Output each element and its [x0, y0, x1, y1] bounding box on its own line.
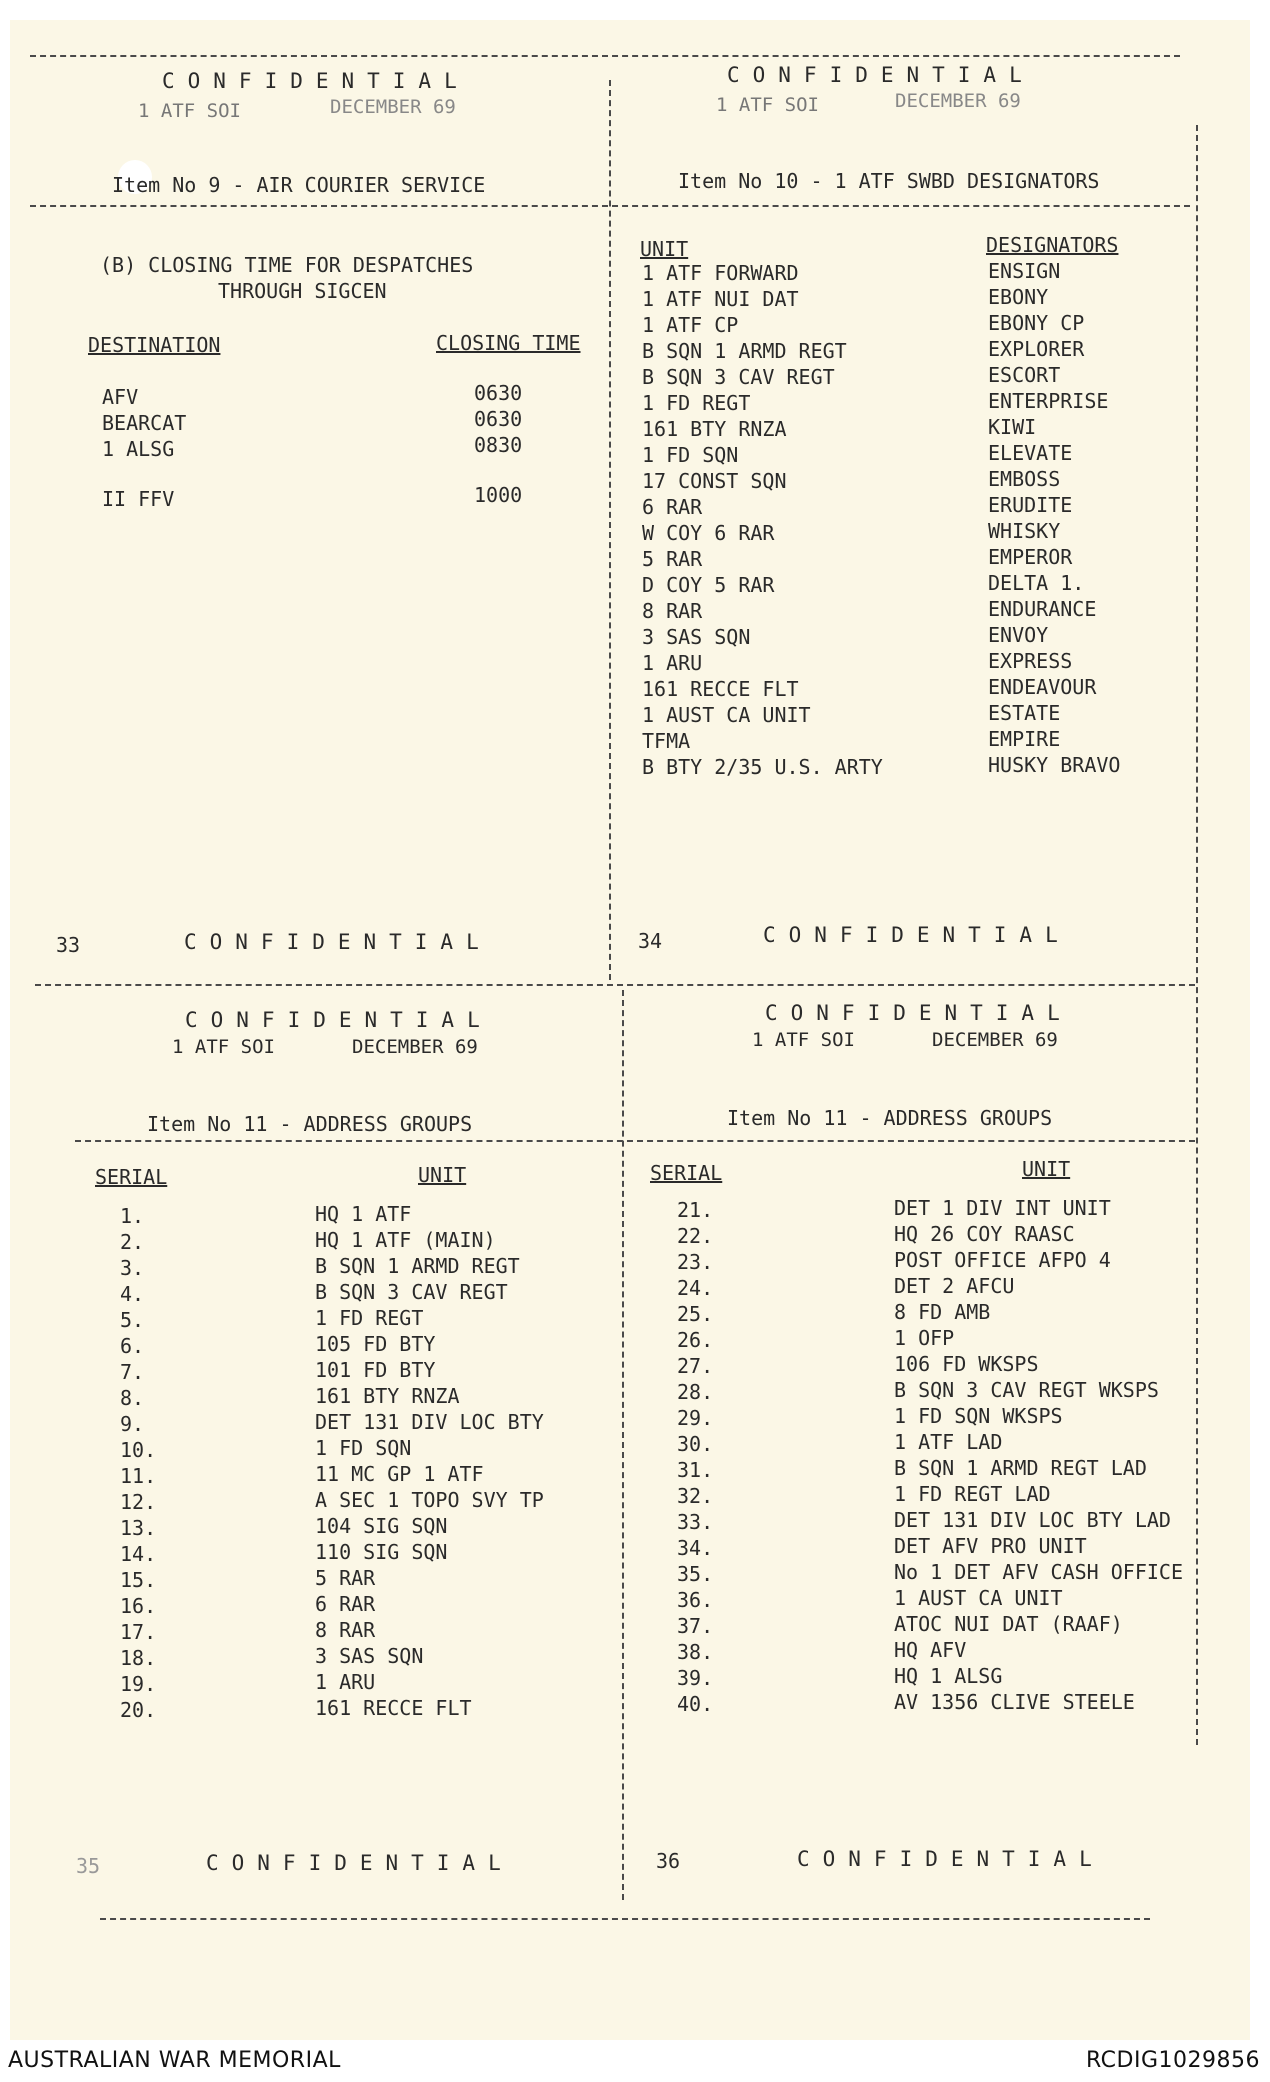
list-item: 5 RAR	[642, 547, 703, 571]
list-item: 1 AUST CA UNIT	[894, 1586, 1063, 1610]
list-item: EMBOSS	[988, 467, 1061, 491]
list-item: WHISKY	[988, 519, 1061, 543]
list-item: BEARCAT	[102, 411, 187, 435]
list-item: 8 FD AMB	[894, 1300, 991, 1324]
divider-right-edge	[1196, 125, 1198, 1745]
list-item: 1 FD SQN WKSPS	[894, 1404, 1063, 1428]
list-item: 5 RAR	[315, 1566, 376, 1590]
list-item: B SQN 3 CAV REGT	[315, 1280, 508, 1304]
q4-col-unit: UNIT	[1022, 1157, 1071, 1181]
list-item: 20.	[120, 1698, 157, 1722]
list-item: No 1 DET AFV CASH OFFICE	[894, 1560, 1183, 1584]
list-item: 26.	[677, 1328, 714, 1352]
list-item: 11 MC GP 1 ATF	[315, 1462, 484, 1486]
list-item: B SQN 1 ARMD REGT	[315, 1254, 520, 1278]
list-item: 106 FD WKSPS	[894, 1352, 1039, 1376]
q2-col-unit: UNIT	[640, 237, 689, 261]
q2-soi: 1 ATF SOI	[716, 94, 819, 116]
divider-bottom	[100, 1918, 1150, 1920]
list-item: 1 AUST CA UNIT	[642, 703, 811, 727]
list-item: 9.	[120, 1412, 145, 1436]
list-item: 12.	[120, 1490, 157, 1514]
divider-vertical-bottom	[622, 990, 624, 1900]
list-item: B SQN 3 CAV REGT	[642, 365, 835, 389]
q2-page-number: 34	[638, 929, 663, 953]
list-item: 1 FD SQN	[315, 1436, 412, 1460]
list-item: B SQN 1 ARMD REGT LAD	[894, 1456, 1147, 1480]
list-item: EMPIRE	[988, 727, 1061, 751]
q3-col-serial: SERIAL	[95, 1165, 168, 1189]
list-item: 21.	[677, 1198, 714, 1222]
q1-col-closing-time: CLOSING TIME	[436, 331, 581, 355]
q3-item-title: Item No 11 - ADDRESS GROUPS	[147, 1112, 473, 1136]
q4-soi: 1 ATF SOI	[752, 1029, 855, 1051]
list-item: 38.	[677, 1640, 714, 1664]
divider-top	[30, 55, 1180, 57]
q2-confidential-top: CONFIDENTIAL	[727, 63, 1035, 87]
list-item: POST OFFICE AFPO 4	[894, 1248, 1111, 1272]
q2-unit-list	[642, 260, 883, 780]
list-item: HQ 1 ALSG	[894, 1664, 1003, 1688]
list-item: 1 FD REGT	[315, 1306, 424, 1330]
q3-confidential-top: CONFIDENTIAL	[185, 1008, 493, 1032]
list-item: 22.	[677, 1224, 714, 1248]
list-item: 35.	[677, 1562, 714, 1586]
list-item: ENDURANCE	[988, 597, 1097, 621]
list-item: II FFV	[102, 487, 175, 511]
list-item: 24.	[677, 1276, 714, 1300]
list-item: 27.	[677, 1354, 714, 1378]
q2-confidential-bottom: CONFIDENTIAL	[763, 923, 1071, 947]
list-item: 104 SIG SQN	[315, 1514, 448, 1538]
list-item: DET AFV PRO UNIT	[894, 1534, 1087, 1558]
list-item: 6 RAR	[315, 1592, 376, 1616]
list-item: 10.	[120, 1438, 157, 1462]
q1-soi: 1 ATF SOI	[138, 100, 241, 122]
list-item: 1 FD REGT LAD	[894, 1482, 1051, 1506]
list-item: TFMA	[642, 729, 691, 753]
list-item: 19.	[120, 1672, 157, 1696]
list-item: DET 131 DIV LOC BTY LAD	[894, 1508, 1171, 1532]
list-item: ELEVATE	[988, 441, 1073, 465]
q2-col-designators: DESIGNATORS	[986, 233, 1119, 257]
list-item: 8.	[120, 1386, 145, 1410]
list-item: EXPRESS	[988, 649, 1073, 673]
list-item: 1 ARU	[642, 651, 703, 675]
list-item: DET 1 DIV INT UNIT	[894, 1196, 1111, 1220]
q4-col-serial: SERIAL	[650, 1161, 723, 1185]
list-item: 1 ATF FORWARD	[642, 261, 799, 285]
list-item: 8 RAR	[642, 599, 703, 623]
list-item: AFV	[102, 385, 139, 409]
list-item: 110 SIG SQN	[315, 1540, 448, 1564]
q4-serial-list	[677, 1197, 713, 1717]
list-item: 0630	[474, 407, 523, 431]
q1-confidential-top: CONFIDENTIAL	[162, 69, 470, 93]
list-item: HQ 26 COY RAASC	[894, 1222, 1075, 1246]
list-item: 34.	[677, 1536, 714, 1560]
list-item: HQ 1 ATF	[315, 1202, 412, 1226]
list-item: 11.	[120, 1464, 157, 1488]
q2-designator-list	[988, 258, 1120, 778]
q3-date: DECEMBER 69	[352, 1036, 478, 1058]
list-item: 4.	[120, 1282, 145, 1306]
list-item: 18.	[120, 1646, 157, 1670]
q3-confidential-bottom: CONFIDENTIAL	[206, 1851, 514, 1875]
list-item: 37.	[677, 1614, 714, 1638]
list-item: D COY 5 RAR	[642, 573, 775, 597]
list-item: 25.	[677, 1302, 714, 1326]
list-item: EBONY CP	[988, 311, 1085, 335]
list-item: W COY 6 RAR	[642, 521, 775, 545]
q4-page-number: 36	[656, 1849, 681, 1873]
q1-section-title: (B) CLOSING TIME FOR DESPATCHES	[100, 253, 474, 277]
list-item: 8 RAR	[315, 1618, 376, 1642]
list-item: EBONY	[988, 285, 1049, 309]
list-item: 1 ATF CP	[642, 313, 739, 337]
list-item: 29.	[677, 1406, 714, 1430]
list-item: DELTA 1.	[988, 571, 1085, 595]
list-item: KIWI	[988, 415, 1037, 439]
list-item: 0830	[474, 433, 523, 457]
list-item: HQ AFV	[894, 1638, 967, 1662]
footer-reference: RCDIG1029856	[1085, 2048, 1260, 2073]
list-item: ENSIGN	[988, 259, 1061, 283]
list-item: 17 CONST SQN	[642, 469, 787, 493]
list-item: ENDEAVOUR	[988, 675, 1097, 699]
q3-unit-list	[315, 1201, 544, 1721]
list-item: 13.	[120, 1516, 157, 1540]
list-item: 161 BTY RNZA	[642, 417, 787, 441]
list-item: B BTY 2/35 U.S. ARTY	[642, 755, 883, 779]
list-item: 1 ALSG	[102, 437, 175, 461]
list-item: DET 131 DIV LOC BTY	[315, 1410, 544, 1434]
q4-date: DECEMBER 69	[932, 1029, 1058, 1051]
list-item: 39.	[677, 1666, 714, 1690]
q2-item-title: Item No 10 - 1 ATF SWBD DESIGNATORS	[678, 169, 1100, 193]
list-item: ESTATE	[988, 701, 1061, 725]
list-item: 28.	[677, 1380, 714, 1404]
q4-confidential-bottom: CONFIDENTIAL	[797, 1847, 1105, 1871]
list-item: 161 RECCE FLT	[642, 677, 799, 701]
list-item: 3 SAS SQN	[642, 625, 751, 649]
list-item: 14.	[120, 1542, 157, 1566]
list-item: 0630	[474, 381, 523, 405]
list-item: 33.	[677, 1510, 714, 1534]
list-item: 5.	[120, 1308, 145, 1332]
list-item: 161 BTY RNZA	[315, 1384, 460, 1408]
q1-confidential-bottom: CONFIDENTIAL	[184, 930, 492, 954]
q4-item-title: Item No 11 - ADDRESS GROUPS	[727, 1106, 1053, 1130]
list-item: 23.	[677, 1250, 714, 1274]
list-item: 6.	[120, 1334, 145, 1358]
list-item: 30.	[677, 1432, 714, 1456]
list-item: 2.	[120, 1230, 145, 1254]
list-item: 32.	[677, 1484, 714, 1508]
divider-vertical-top	[609, 80, 611, 980]
list-item: ENVOY	[988, 623, 1049, 647]
list-item: 1.	[120, 1204, 145, 1228]
q3-col-unit: UNIT	[418, 1163, 467, 1187]
list-item: 17.	[120, 1620, 157, 1644]
list-item: 16.	[120, 1594, 157, 1618]
divider-q3q4-header	[75, 1140, 1195, 1142]
list-item: DET 2 AFCU	[894, 1274, 1015, 1298]
list-item: ATOC NUI DAT (RAAF)	[894, 1612, 1123, 1636]
q1-time-list	[474, 380, 522, 508]
list-item: 1 ATF LAD	[894, 1430, 1003, 1454]
list-item: B SQN 1 ARMD REGT	[642, 339, 847, 363]
list-item: 1 FD SQN	[642, 443, 739, 467]
q3-serial-list	[120, 1203, 156, 1723]
q3-soi: 1 ATF SOI	[172, 1036, 275, 1058]
list-item: 31.	[677, 1458, 714, 1482]
q1-date: DECEMBER 69	[330, 96, 456, 118]
q1-destination-list	[102, 384, 186, 512]
q1-item-title: Item No 9 - AIR COURIER SERVICE	[112, 173, 486, 197]
list-item: 3.	[120, 1256, 145, 1280]
list-item: ESCORT	[988, 363, 1061, 387]
list-item: 3 SAS SQN	[315, 1644, 424, 1668]
list-item: 1 OFP	[894, 1326, 955, 1350]
q4-confidential-top: CONFIDENTIAL	[765, 1001, 1073, 1025]
list-item: 1 ATF NUI DAT	[642, 287, 799, 311]
list-item: B SQN 3 CAV REGT WKSPS	[894, 1378, 1159, 1402]
list-item: 40.	[677, 1692, 714, 1716]
list-item: A SEC 1 TOPO SVY TP	[315, 1488, 544, 1512]
list-item: 7.	[120, 1360, 145, 1384]
list-item: 1000	[474, 483, 523, 507]
q3-page-number: 35	[76, 1854, 101, 1878]
list-item: 1 ARU	[315, 1670, 376, 1694]
footer-source: AUSTRALIAN WAR MEMORIAL	[8, 2048, 341, 2073]
list-item: 101 FD BTY	[315, 1358, 436, 1382]
list-item: 1 FD REGT	[642, 391, 751, 415]
list-item: HQ 1 ATF (MAIN)	[315, 1228, 496, 1252]
q4-unit-list	[894, 1195, 1183, 1715]
q1-page-number: 33	[56, 933, 81, 957]
q1-section-subtitle: THROUGH SIGCEN	[218, 279, 387, 303]
list-item: AV 1356 CLIVE STEELE	[894, 1690, 1135, 1714]
q1-col-destination: DESTINATION	[88, 333, 221, 357]
q2-date: DECEMBER 69	[895, 90, 1021, 112]
list-item: 6 RAR	[642, 495, 703, 519]
list-item: 36.	[677, 1588, 714, 1612]
list-item: EMPEROR	[988, 545, 1073, 569]
list-item: 161 RECCE FLT	[315, 1696, 472, 1720]
list-item: ENTERPRISE	[988, 389, 1109, 413]
list-item: 105 FD BTY	[315, 1332, 436, 1356]
divider-middle	[35, 984, 1195, 986]
list-item: EXPLORER	[988, 337, 1085, 361]
list-item: HUSKY BRAVO	[988, 753, 1121, 777]
list-item: 15.	[120, 1568, 157, 1592]
list-item: ERUDITE	[988, 493, 1073, 517]
